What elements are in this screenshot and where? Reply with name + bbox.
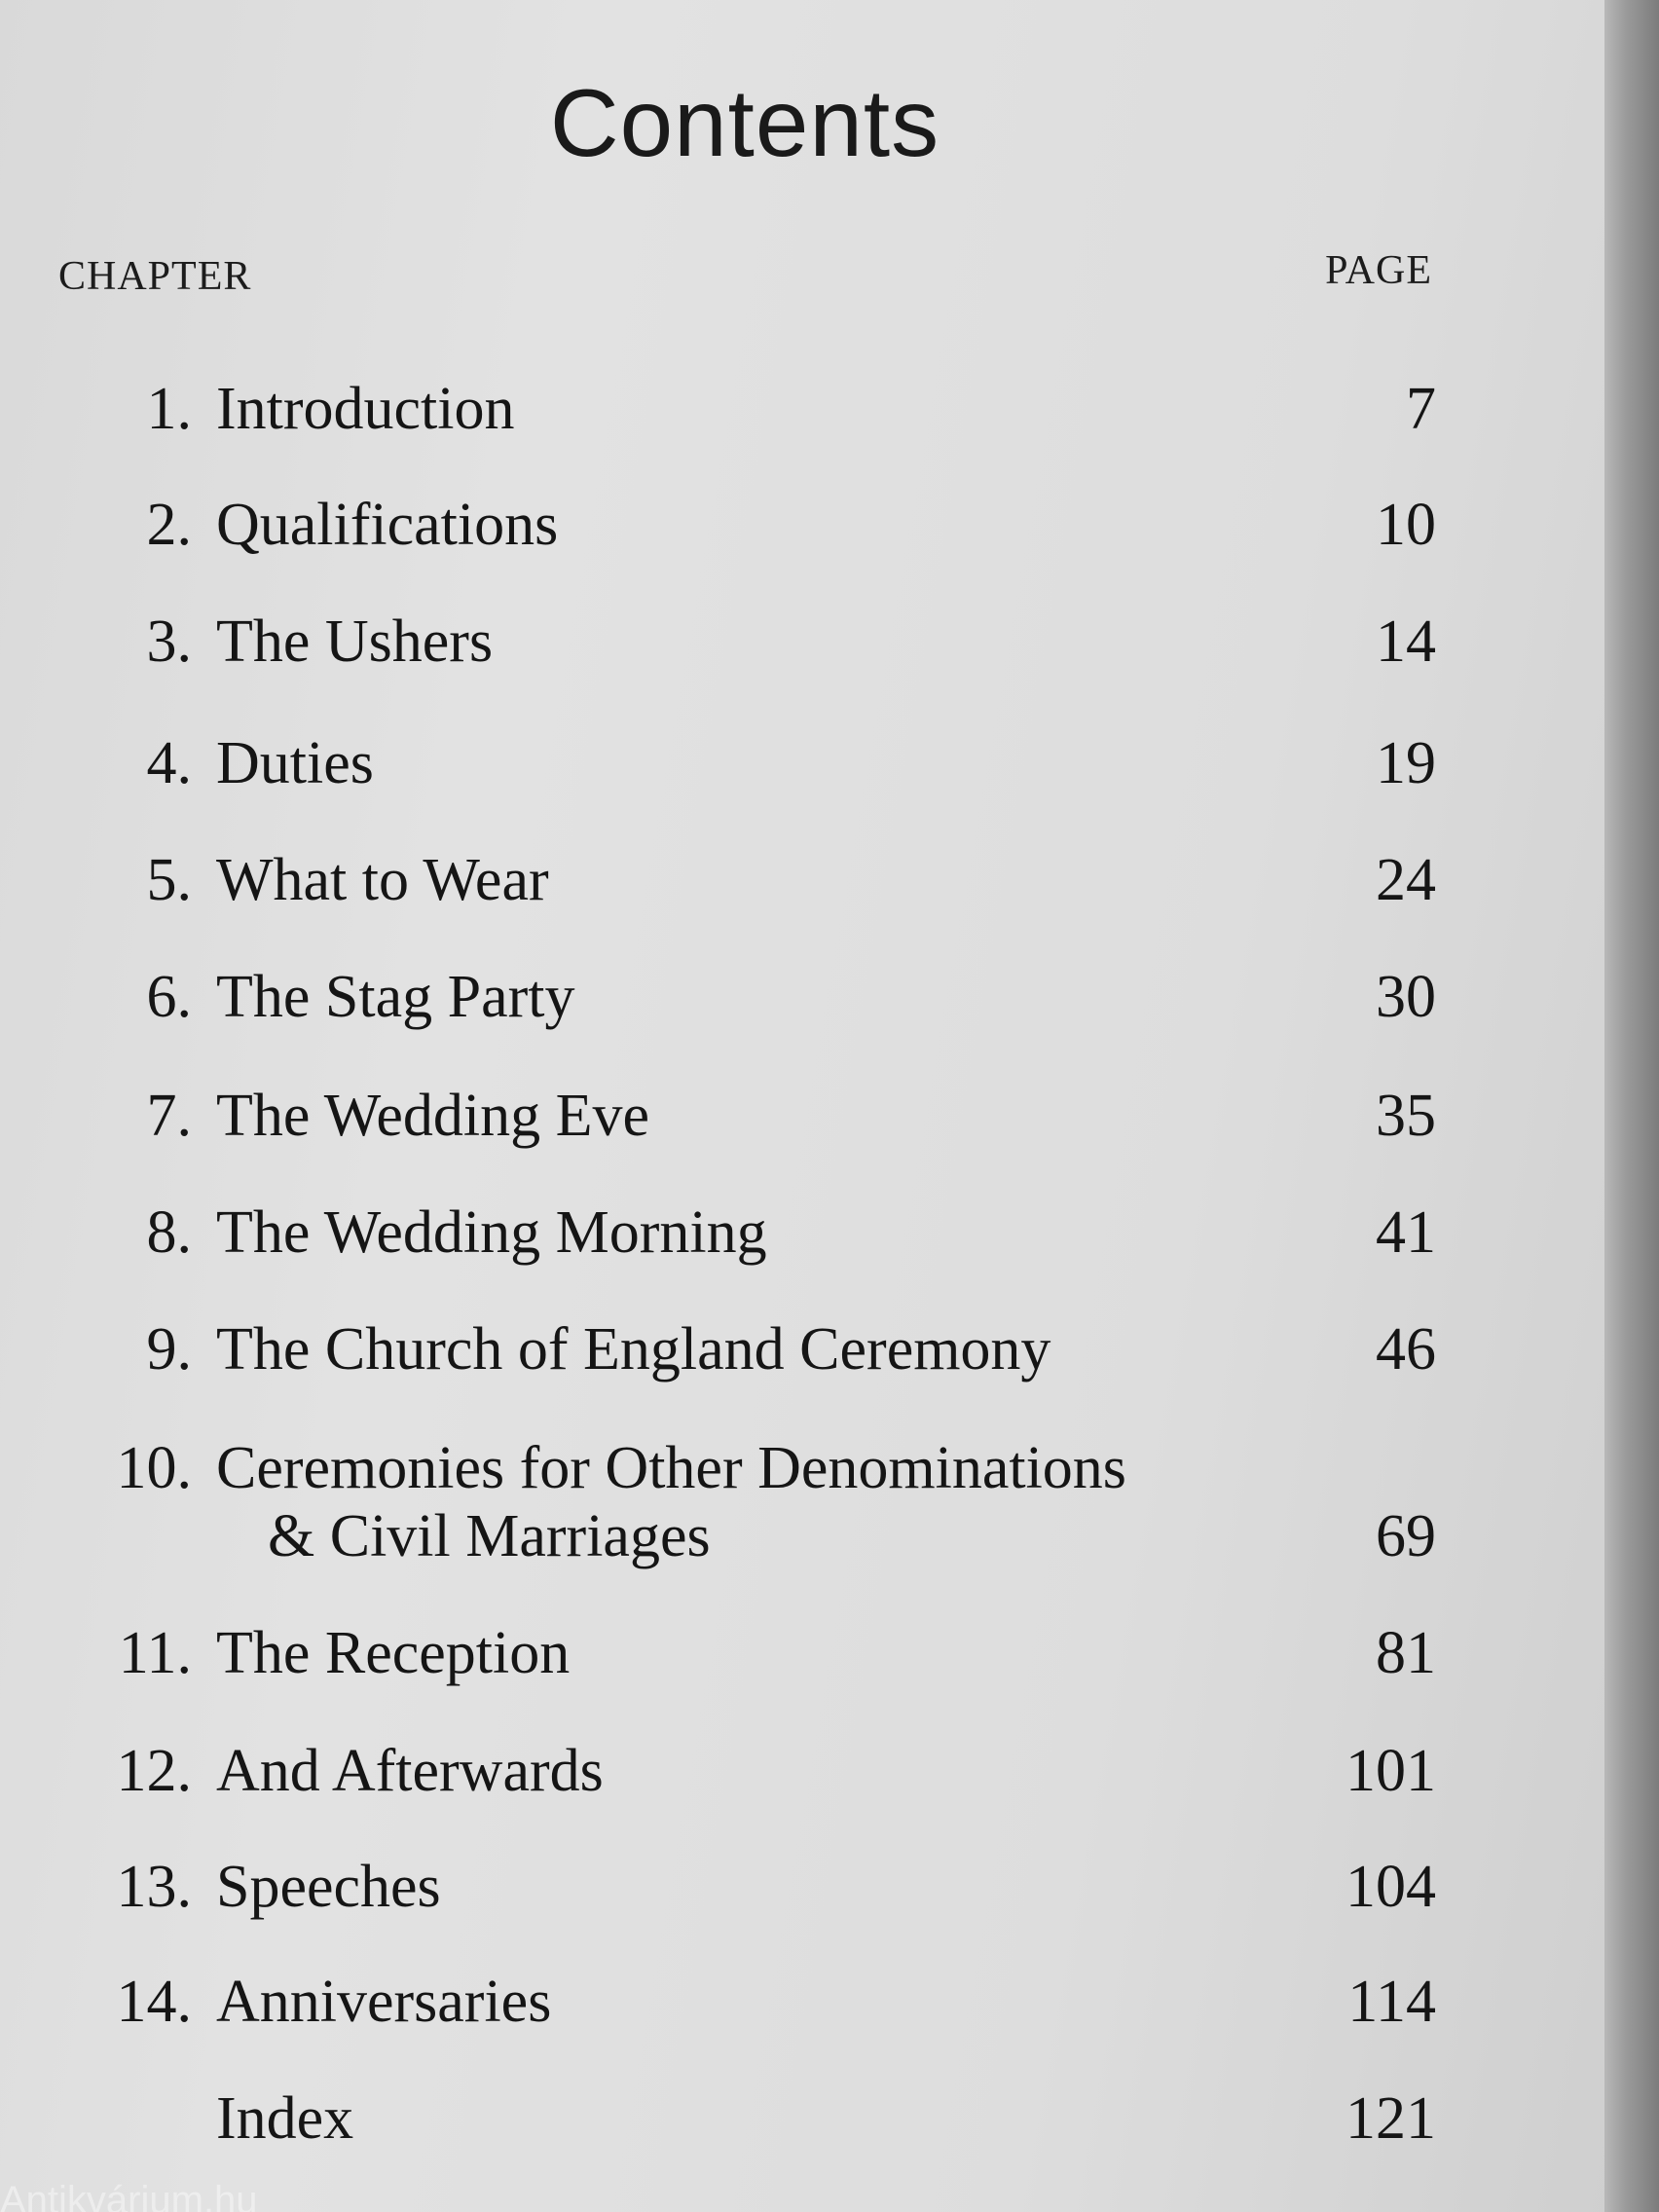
chapter-title: Ceremonies for Other Denominations xyxy=(216,1435,1126,1501)
chapter-number: 4. xyxy=(146,730,192,796)
chapter-number: 1. xyxy=(146,376,192,442)
chapter-number: 14. xyxy=(116,1969,192,2035)
chapter-page: 7 xyxy=(1406,376,1436,442)
chapter-number: 13. xyxy=(116,1854,192,1920)
chapter-number: 12. xyxy=(116,1738,192,1804)
chapter-page: 10 xyxy=(1376,492,1436,558)
chapter-title: Qualifications xyxy=(216,492,559,558)
chapter-number: 5. xyxy=(146,847,192,913)
chapter-title: The Stag Party xyxy=(216,964,575,1030)
chapter-page: 121 xyxy=(1346,2085,1436,2152)
chapter-title: The Church of England Ceremony xyxy=(216,1316,1051,1382)
chapter-title-continuation: & Civil Marriages xyxy=(268,1503,711,1569)
chapter-title: The Wedding Morning xyxy=(216,1199,767,1266)
chapter-page: 30 xyxy=(1376,964,1436,1030)
chapter-title: What to Wear xyxy=(216,847,549,913)
chapter-page: 41 xyxy=(1376,1199,1436,1266)
chapter-title: Anniversaries xyxy=(216,1969,552,2035)
chapter-title: Speeches xyxy=(216,1854,441,1920)
chapter-number: 3. xyxy=(146,608,192,675)
chapter-page: 14 xyxy=(1376,608,1436,675)
chapter-title: Duties xyxy=(216,730,374,796)
chapter-page: 81 xyxy=(1376,1620,1436,1686)
chapter-page: 46 xyxy=(1376,1316,1436,1382)
chapter-page: 101 xyxy=(1346,1738,1436,1804)
chapter-number: 2. xyxy=(146,492,192,558)
chapter-page: 24 xyxy=(1376,847,1436,913)
chapter-title: And Afterwards xyxy=(216,1738,604,1804)
chapter-page: 114 xyxy=(1347,1969,1436,2035)
chapter-column-header: CHAPTER xyxy=(58,254,252,299)
chapter-page: 69 xyxy=(1376,1503,1436,1569)
chapter-number: 9. xyxy=(146,1316,192,1382)
chapter-number: 7. xyxy=(146,1083,192,1149)
page-title: Contents xyxy=(549,69,940,176)
chapter-number: 8. xyxy=(146,1199,192,1266)
page-column-header: PAGE xyxy=(1325,248,1432,293)
chapter-page: 104 xyxy=(1346,1854,1436,1920)
chapter-title: Introduction xyxy=(216,376,515,442)
book-page-edge xyxy=(1604,0,1659,2212)
chapter-number: 11. xyxy=(118,1620,192,1686)
chapter-number: 6. xyxy=(146,964,192,1030)
chapter-title: The Wedding Eve xyxy=(216,1083,649,1149)
watermark: Antikvárium.hu xyxy=(0,2179,258,2212)
chapter-title: The Ushers xyxy=(216,608,494,675)
chapter-number: 10. xyxy=(116,1435,192,1501)
chapter-title: The Reception xyxy=(216,1620,571,1686)
chapter-page: 19 xyxy=(1376,730,1436,796)
chapter-title: Index xyxy=(216,2085,354,2152)
chapter-page: 35 xyxy=(1376,1083,1436,1149)
